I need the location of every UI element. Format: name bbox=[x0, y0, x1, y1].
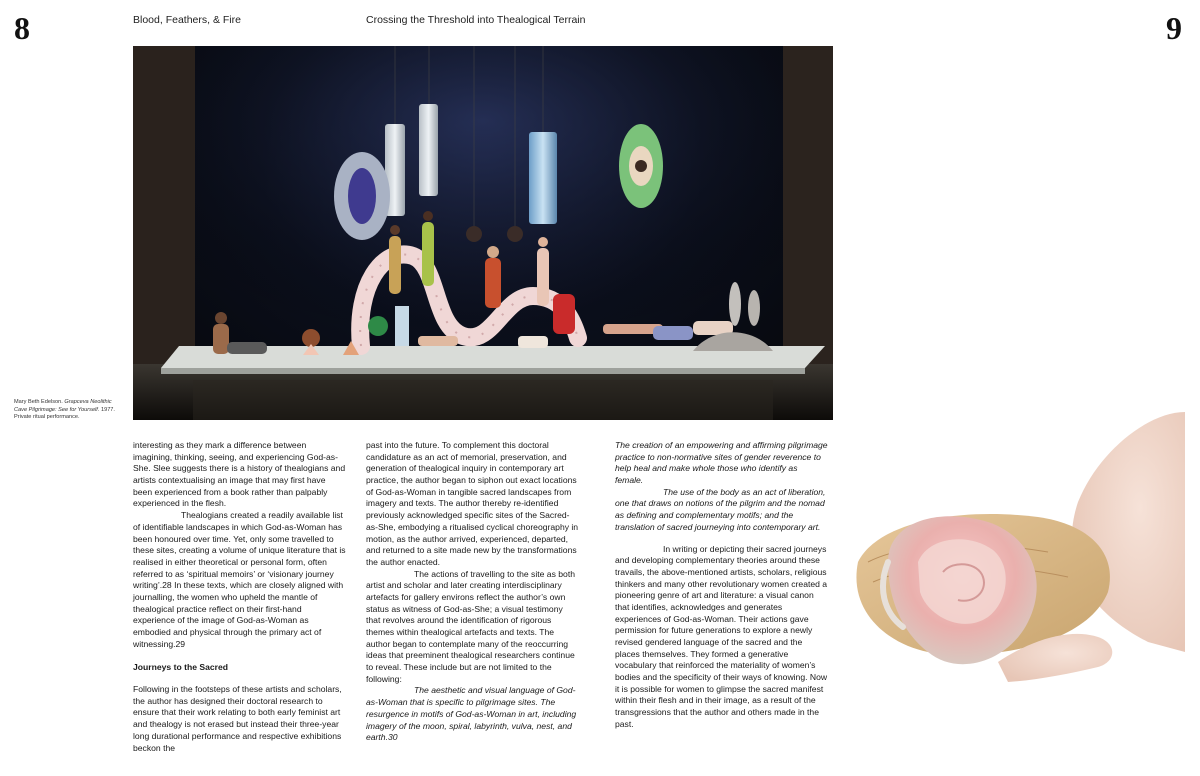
caption-medium: Private ritual performance. bbox=[14, 414, 80, 421]
text-column-1 bbox=[133, 440, 346, 754]
paragraph: In writing or depicting their sacred journeys and developing complementary theories around these travails, the above-mentioned artists, scholars, religious thinkers and many other revolutionary women created a pioneering genre of art and literature: a visual canon that identifies, acknowledges and generates experiences of God-as-Woman. Their actions gave permission for future generations to explore a newly revised gendered language of the sacred and the places themselves. They formed a generative vocabulary that reinforced the materiality of women’s bodies and the specificity of their ways of knowing. Now it is possible for women to glimpse the sacred manifest within their flesh and in their image, as a result of the transgressions that the author and others made in the past. bbox=[615, 543, 828, 729]
stage-performance-photo bbox=[133, 46, 833, 420]
page-number-right: 9 bbox=[1166, 10, 1182, 46]
paragraph: The actions of travelling to the site as both artist and scholar and later creating interdisciplinary artefacts for gallery environs reflect the author’s own status as witness of God-as-She; a visual testimony that revolves around the identification of rigorous themes within thealogical artefacts and texts. The author began to contemplate many of the reoccurring ideas that preeminent thealogical researchers continue to reveal. These include but are not limited to the following: bbox=[366, 568, 575, 684]
text-column-3 bbox=[615, 440, 828, 731]
photo-caption bbox=[14, 399, 119, 422]
text-column-2 bbox=[366, 440, 579, 744]
running-title-right: Crossing the Threshold into Thealogical Terrain bbox=[366, 14, 586, 26]
paragraph: past into the future. To complement this doctoral candidature as an act of memorial, preservation, and generation of thealogical inquiry in contemporary art practice, the author began to siphon out exact locations of God-as-Woman in tangible sacred landscapes from imagery and texts. The author thereby re-identified previously acknowledged specific sites of the Sacred-as-She, embodying a ritualised cyclical choreography in motion, as the author arrived, experienced, departed, and returned to a site made new by the transformations the author enacted. bbox=[366, 440, 579, 567]
italic-paragraph: The use of the body as an act of liberation, one that draws on notions of the pilgrim and the nomad as defining and complementary motifs; and the translation of sacred journeying into contemporary art. bbox=[615, 486, 826, 532]
italic-paragraph: The aesthetic and visual language of God-as-Woman that is specific to pilgrimage sites. The resurgence in motifs of God-as-Woman in art, including imagery of the moon, spiral, labyrinth, vulva, nest, and earth.30 bbox=[366, 685, 577, 743]
paragraph: Following in the footsteps of these artists and scholars, the author has designed their doctoral research to ensure that their work relating to both early feminist art and thealogy is not erased but instead their three-year long durational performance and respective exhibitions beckon the bbox=[133, 684, 342, 753]
paragraph: interesting as they mark a difference between imagining, thinking, seeing, and experiencing God-as-She. Slee suggests there is a history of thealogians and artists contextualising an image that may first have been experienced from a book rather than palpably experienced in the flesh. bbox=[133, 440, 346, 509]
caption-artist: Mary Beth Edelson. bbox=[14, 399, 63, 405]
section-heading: Journeys to the Sacred bbox=[133, 662, 229, 673]
caption-year: 1977. bbox=[100, 406, 115, 413]
page-number-left: 8 bbox=[14, 10, 30, 46]
italic-paragraph: The creation of an empowering and affirming pilgrimage practice to non-normative sites of gender reverence to help heal and make whole those who identify as female. bbox=[615, 440, 828, 486]
paragraph: Thealogians created a readily available list of identifiable landscapes in which God-as-Woman has been honoured over time. Yet, only some travelled to these sites, creating a volume of unique literature that is realised in either theoretical or personal form, often referred to as ‘spiritual memoirs’ or ‘visionary journey writing’.28 In these texts, which are closely aligned with journalling, the women who upheld the mantle of thealogical practice reflect on their first-hand experience of the image of God-as-Woman as embodied and physical through the primary act of witnessing.29 bbox=[133, 510, 346, 649]
running-title-left: Blood, Feathers, & Fire bbox=[133, 14, 241, 26]
caption-title: Grapceva Neolithic Cave Pilgrimage: See for Yourself. bbox=[14, 399, 112, 413]
shell-portrait-photo bbox=[848, 412, 1185, 702]
